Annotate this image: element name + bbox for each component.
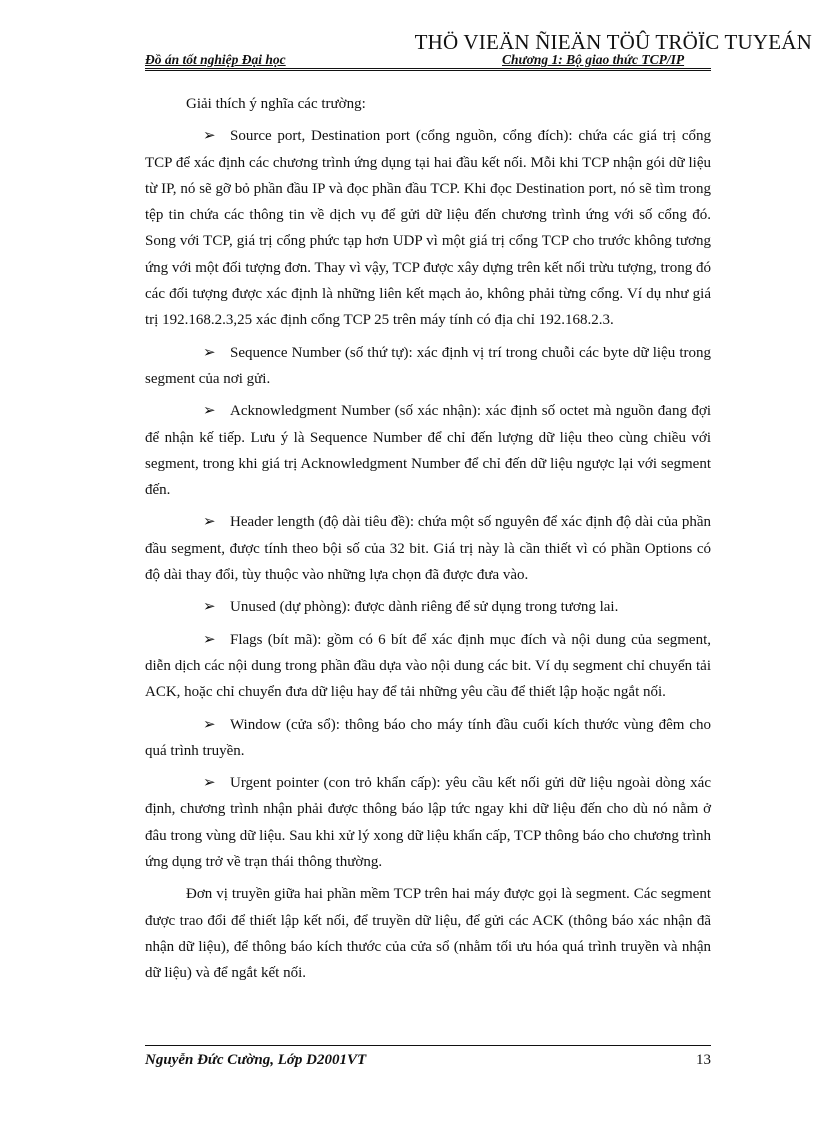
intro-paragraph: Giải thích ý nghĩa các trường: (186, 96, 366, 112)
header-chapter-title: Chương 1: Bộ giao thức TCP/IP (502, 52, 685, 67)
page-footer (145, 1052, 711, 1072)
field-item-text: Window (cửa sổ): thông báo cho máy tính đầu cuối kích thước vùng đêm cho quá trình truyền. (145, 716, 711, 759)
header-divider (145, 68, 711, 71)
field-item-urgent-pointer (145, 770, 711, 875)
field-item-text: Unused (dự phòng): được dành riêng để sử dụng trong tương lai. (230, 599, 619, 616)
closing-paragraph: Đơn vị truyền giữa hai phần mềm TCP trên hai máy được gọi là segment. Các segment được trao đổi để thiết lập kết nối, để truyền dữ liệu, để gửi các ACK (thông báo xác nhận đã nhận dữ liệu), để thông báo kích thước của cửa sổ (nhằm tối ưu hóa quá trình truyền và nhận dữ liệu) và để ngắt kết nối. (145, 886, 711, 982)
footer-divider (145, 1045, 711, 1046)
footer-author: Nguyễn Đức Cường, Lớp D2001VT (145, 1052, 367, 1068)
arrow-bullet-icon: ➢ (203, 716, 216, 733)
field-item-text: Flags (bít mã): gồm có 6 bít để xác định mục đích và nội dung của segment, diễn dịch các nội dung trong phần đầu dựa vào nội dung các bit. Ví dụ segment chỉ chuyển tải ACK, hoặc chỉ chuyển đưa dữ liệu hay để tải những yêu cầu để thiết lập hoặc ngắt nối. (145, 631, 711, 701)
field-item-ports (145, 123, 711, 333)
arrow-bullet-icon: ➢ (203, 599, 216, 616)
field-item-text: Source port, Destination port (cổng nguồn, cổng đích): chứa các giá trị cổng TCP để xác định các chương trình ứng dụng tại hai đầu kết nối. Mỗi khi TCP nhận gói dữ liệu từ IP, nó sẽ gỡ bỏ phần đầu IP và đọc phần đầu TCP. Khi đọc Destination port, nó sẽ tìm trong tệp tin chứa các thông tin về dịch vụ để gửi dữ liệu đến chương trình ứng với số cổng đó. Song với TCP, giá trị cổng phức tạp hơn UDP vì một giá trị cổng TCP cho trước không tương ứng với một đối tượng đơn. Thay vì vậy, TCP được xây dựng trên kết nối trừu tượng, trong đó các đối tượng được xác định là những liên kết mạch ảo, không phải từng cổng. Ví dụ như giá trị 192.168.2.3,25 xác định cổng TCP 25 trên máy tính có địa chỉ 192.168.2.3. (145, 128, 711, 329)
field-item-acknowledgment-number (145, 398, 711, 503)
field-item-flags (145, 627, 711, 706)
field-item-text: Header length (độ dài tiêu đề): chứa một số nguyên để xác định độ dài của phần đầu segment, được tính theo bội số của 32 bit. Giá trị này là cần thiết vì có phần Options có độ dài thay đổi, tùy thuộc vào những lựa chọn đã được đưa vào. (145, 514, 711, 584)
field-item-text: Sequence Number (số thứ tự): xác định vị trí trong chuỗi các byte dữ liệu trong segment của nơi gửi. (145, 344, 711, 387)
field-item-header-length (145, 509, 711, 588)
page-content (145, 91, 711, 993)
arrow-bullet-icon: ➢ (203, 631, 216, 648)
arrow-bullet-icon: ➢ (203, 128, 216, 145)
field-item-window (145, 712, 711, 765)
field-item-sequence-number (145, 340, 711, 393)
header-document-title: Đồ án tốt nghiệp Đại học (145, 52, 286, 67)
field-item-unused (145, 594, 711, 620)
arrow-bullet-icon: ➢ (203, 403, 216, 420)
arrow-bullet-icon: ➢ (203, 514, 216, 531)
field-item-text: Acknowledgment Number (số xác nhận): xác định số octet mà nguồn đang đợi để nhận kế tiếp. Lưu ý là Sequence Number để chỉ đến lượng dữ liệu theo cùng chiều với segment, trong khi giá trị Acknowledgment Number để chỉ đến dữ liệu ngược lại với segment đến. (145, 403, 711, 499)
watermark-text: THÖ VIEÄN ÑIEÄN TÖÛ TRÖÏC TUYEÁN (414, 30, 812, 54)
page-number: 13 (696, 1052, 711, 1068)
page-header (145, 52, 711, 69)
arrow-bullet-icon: ➢ (203, 344, 216, 361)
arrow-bullet-icon: ➢ (203, 775, 216, 792)
field-item-text: Urgent pointer (con trỏ khẩn cấp): yêu cầu kết nối gửi dữ liệu ngoài dòng xác định, chương trình nhận phải được thông báo lập tức ngay khi dữ liệu đến cho dù nó nằm ở đâu trong vùng dữ liệu. Sau khi xử lý xong dữ liệu khẩn cấp, TCP thông báo cho chương trình ứng dụng trở về trạn thái thông thường. (145, 775, 711, 871)
